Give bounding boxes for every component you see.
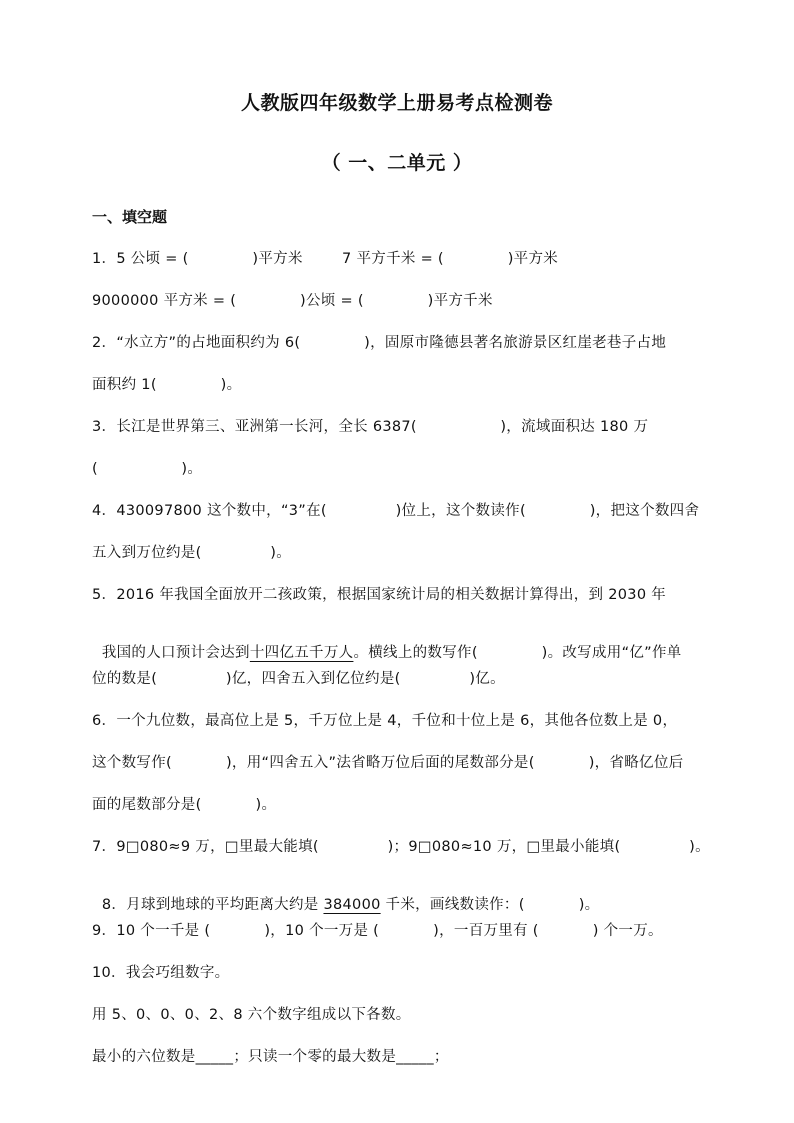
q8-line1-start: 8．月球到地球的平均距离大约是 <box>101 897 324 913</box>
q10-line2: 用 5、0、0、0、2、8 六个数字组成以下各数。 <box>92 1007 411 1023</box>
q4-line1: 4．430097800 这个数中，“3”在( )位上，这个数读作( )，把这个数四舍 <box>92 503 700 519</box>
q2-line2: 面积约 1( )。 <box>92 377 242 393</box>
q5-line2-end: 。横线上的数写作( )。改写成用“亿”作单 <box>353 645 682 661</box>
q3-line1: 3．长江是世界第三、亚洲第一长河，全长 6387( )，流域面积达 180 万 <box>92 419 649 435</box>
q8-underlined-number: 384000 <box>323 897 381 913</box>
q1-line2: 9000000 平方米 = ( )公顷 = ( )平方千米 <box>92 293 493 309</box>
section-heading: 一、填空题 <box>92 208 168 226</box>
q10-line1: 10．我会巧组数字。 <box>92 965 230 981</box>
q1-line1: 1．5 公顷 = ( )平方米 7 平方千米 = ( )平方米 <box>92 251 559 267</box>
q5-line3: 位的数是( )亿，四舍五入到亿位约是( )亿。 <box>92 671 505 687</box>
q5-line2 <box>92 625 682 662</box>
q10-line3: 最小的六位数是_____；只读一个零的最大数是_____； <box>92 1049 449 1065</box>
page-title: 人教版四年级数学上册易考点检测卷 <box>240 92 553 114</box>
q6-line1: 6．一个九位数，最高位上是 5，千万位上是 4，千位和十位上是 6，其他各位数上是 0， <box>92 713 678 729</box>
q6-line2: 这个数写作( )，用“四舍五入”法省略万位后面的尾数部分是( )，省略亿位后 <box>92 755 684 771</box>
q2-line1: 2．“水立方”的占地面积约为 6( )，固原市隆德县著名旅游景区红崖老巷子占地 <box>92 335 667 351</box>
page-subtitle: （ 一、二单元 ） <box>321 152 473 174</box>
q5-line2-start: 我国的人口预计会达到 <box>101 645 250 661</box>
q6-line3: 面的尾数部分是( )。 <box>92 797 277 813</box>
q4-line2: 五入到万位约是( )。 <box>92 545 292 561</box>
q3-line2: ( )。 <box>92 461 203 477</box>
q8-line1-end: 千米，画线数读作：( )。 <box>380 897 600 913</box>
q5-line1: 5．2016 年我国全面放开二孩政策，根据国家统计局的相关数据计算得出，到 2030 年 <box>92 587 667 603</box>
q5-underlined-number: 十四亿五千万人 <box>249 645 354 661</box>
q7-line1: 7．9□080≈9 万，□里最大能填( )；9□080≈10 万，□里最小能填( )。 <box>92 839 710 855</box>
q8-line1 <box>92 877 599 914</box>
q9-line1: 9．10 个一千是 ( )，10 个一万是 ( )，一百万里有 ( ) 个一万。 <box>92 923 663 939</box>
